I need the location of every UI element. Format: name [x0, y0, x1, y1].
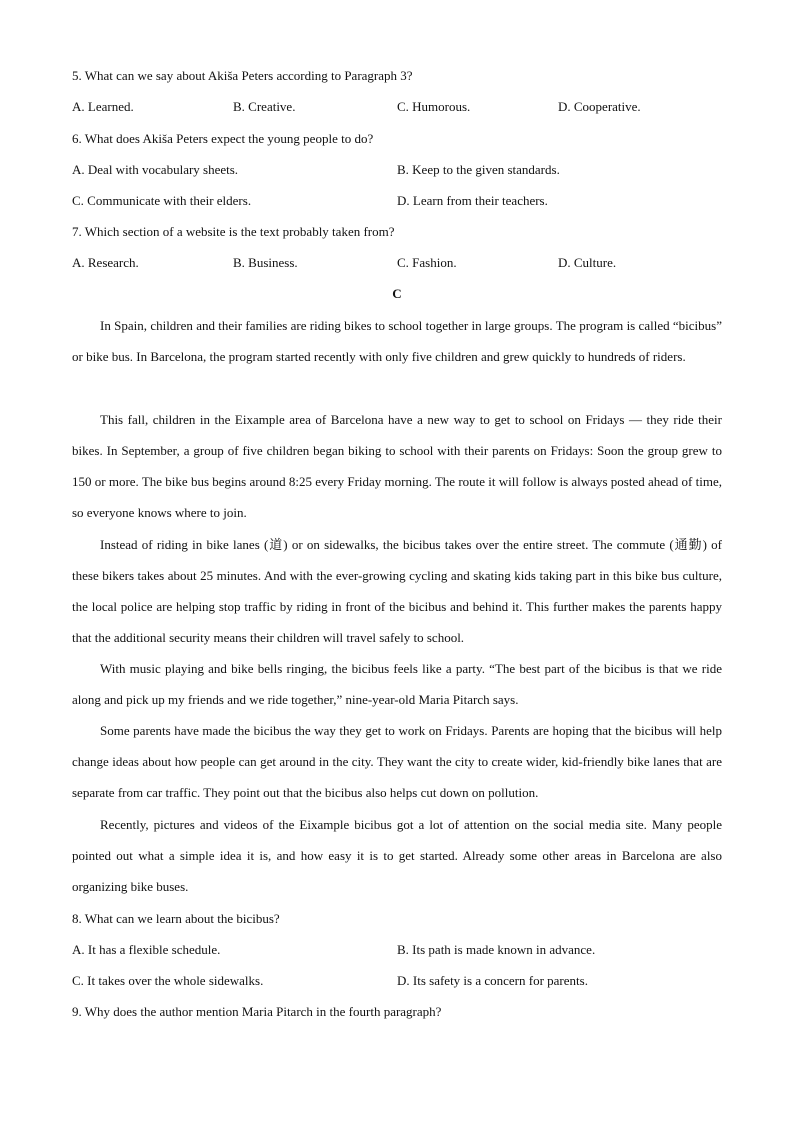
q8-option-c: C. It takes over the whole sidewalks. — [72, 973, 264, 988]
question-7: 7. Which section of a website is the text probably taken from? — [72, 224, 395, 239]
q8-option-b: B. Its path is made known in advance. — [397, 942, 596, 957]
passage-paragraph-1: In Spain, children and their families are riding bikes to school together in large groups. The program is called “bicibus” or bike bus. In Barcelona, the program started recently with only five children and grew quickly to hundreds of riders. — [72, 318, 722, 365]
q5-option-a: A. Learned. — [72, 99, 134, 114]
passage-paragraph-3: Instead of riding in bike lanes (道) or on sidewalks, the bicibus takes over the entire street. The commute (通勤) of these bikers takes about 25 minutes. And with the ever-growing cycling and skating kids taking part in this bike bus culture, the local police are helping stop traffic by riding in front of the bicibus and behind it. This further makes the parents happy that the additional security means their children will travel safely to school. — [72, 537, 723, 646]
q7-option-b: B. Business. — [233, 255, 298, 270]
q7-option-d: D. Culture. — [558, 255, 617, 270]
passage-paragraph-4: With music playing and bike bells ringing, the bicibus feels like a party. “The best part of the bicibus is that we ride along and pick up my friends and we ride together,” nine-year-old Maria Pitarch says. — [72, 661, 722, 708]
q8-option-a: A. It has a flexible schedule. — [72, 942, 221, 957]
passage-paragraph-2: This fall, children in the Eixample area of Barcelona have a new way to get to school on Fridays — they ride their bikes. In September, a group of five children began biking to school with their parents on Fridays: Soon the group grew to 150 or more. The bike bus begins around 8:25 every Friday morning. The route it will follow is always posted ahead of time, so everyone knows where to join. — [72, 412, 722, 521]
passage-paragraph-6: Recently, pictures and videos of the Eixample bicibus got a lot of attention on the social media site. Many people pointed out what a simple idea it is, and how easy it is to get started. Already some other areas in Barcelona are also organizing bike buses. — [72, 817, 722, 895]
q6-option-a: A. Deal with vocabulary sheets. — [72, 162, 239, 177]
question-5: 5. What can we say about Akiša Peters according to Paragraph 3? — [72, 68, 413, 83]
q5-option-b: B. Creative. — [233, 99, 296, 114]
q6-option-b: B. Keep to the given standards. — [397, 162, 560, 177]
q5-option-c: C. Humorous. — [397, 99, 471, 114]
q8-option-d: D. Its safety is a concern for parents. — [397, 973, 588, 988]
question-8: 8. What can we learn about the bicibus? — [72, 911, 280, 926]
question-6: 6. What does Akiša Peters expect the young people to do? — [72, 131, 374, 146]
section-heading: C — [392, 286, 402, 301]
passage-paragraph-5: Some parents have made the bicibus the way they get to work on Fridays. Parents are hoping that the bicibus will help change ideas about how people can get around in the city. They want the city to create wider, kid-friendly bike lanes that are separate from car traffic. They point out that the bicibus also helps cut down on pollution. — [72, 723, 722, 801]
question-9: 9. Why does the author mention Maria Pitarch in the fourth paragraph? — [72, 1004, 442, 1019]
q6-option-c: C. Communicate with their elders. — [72, 193, 252, 208]
q5-option-d: D. Cooperative. — [558, 99, 641, 114]
q6-option-d: D. Learn from their teachers. — [397, 193, 548, 208]
q7-option-c: C. Fashion. — [397, 255, 457, 270]
q7-option-a: A. Research. — [72, 255, 139, 270]
